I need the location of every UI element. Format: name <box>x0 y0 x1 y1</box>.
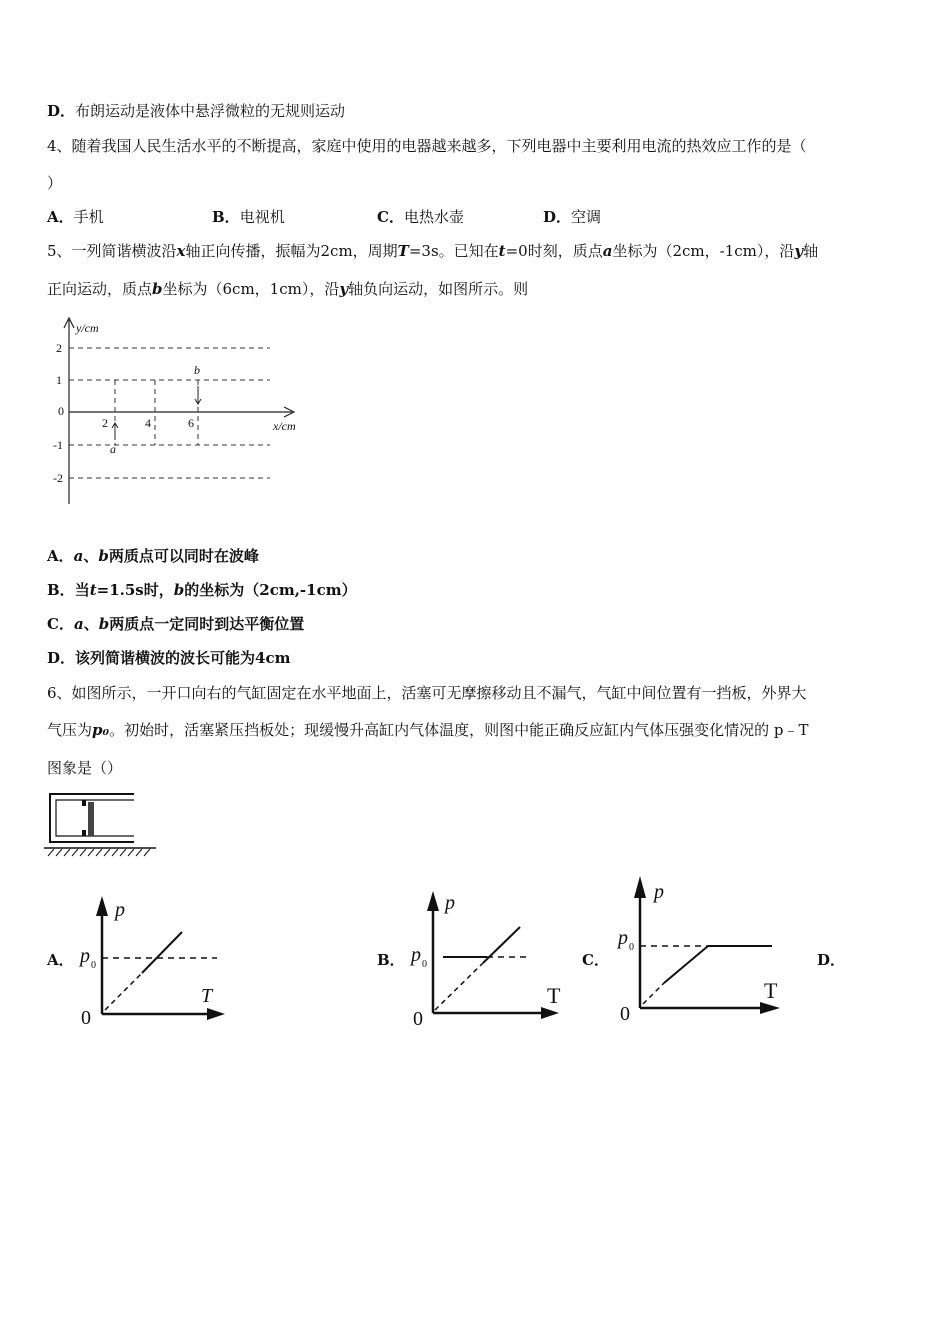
p-axis-arrow <box>96 896 108 916</box>
q5-option-c: C．a、b两质点一定同时到达平衡位置 <box>47 615 305 633</box>
question-5-line-2: 正向运动，质点b坐标为（6cm，1cm），沿y轴负向运动，如图所示。则 <box>47 280 529 298</box>
t-label: T <box>547 983 561 1008</box>
graph-a <box>75 890 235 1030</box>
question-6-line-2: 气压为p₀。初始时，活塞紧压挡板处；现缓慢升高缸内气体温度，则图中能正确反应缸内气体压强变化情况的 p﹣T <box>47 721 809 739</box>
q6-option-b: B． <box>377 951 405 969</box>
y-tick-neg1: -1 <box>53 438 63 452</box>
y-axis-label: y/cm <box>76 321 99 335</box>
line-solid <box>664 946 708 983</box>
t-label: T <box>201 985 213 1007</box>
q4-option-c: C．电热水壶 <box>377 208 464 226</box>
point-b-label: b <box>194 363 200 377</box>
point-a-label: a <box>110 442 116 456</box>
q4-option-a: A．手机 <box>47 208 104 226</box>
x-axis-label: x/cm <box>273 419 296 433</box>
svg-text:p: p <box>654 881 664 903</box>
q6-option-d: D． <box>817 951 846 969</box>
y-tick-neg2: -2 <box>53 471 63 485</box>
line-solid <box>142 932 182 973</box>
svg-text:0: 0 <box>629 942 634 953</box>
prev-option-d: D．布朗运动是液体中悬浮微粒的无规则运动 <box>47 102 346 120</box>
svg-text:p: p <box>411 944 421 966</box>
question-4-close: ） <box>47 174 63 192</box>
question-5-line-1: 5、一列简谐横波沿x轴正向传播，振幅为2cm，周期T=3s。已知在t=0时刻，质点a坐标为（2cm，-1cm），沿y轴 <box>47 242 819 260</box>
svg-text:p: p <box>618 927 628 949</box>
q4-option-d: D．空调 <box>543 208 602 226</box>
cylinder-inner-wall <box>56 800 134 836</box>
q6-option-a: A． <box>47 951 74 969</box>
p0-label: p <box>80 945 90 967</box>
x-tick-6: 6 <box>188 416 194 430</box>
zero-label: 0 <box>81 1007 91 1029</box>
line-dashed <box>435 963 483 1010</box>
line-dashed <box>105 973 142 1010</box>
cylinder-diagram <box>44 790 159 860</box>
zero-label: 0 <box>413 1008 423 1030</box>
svg-text:0: 0 <box>422 959 427 970</box>
question-6-line-1: 6、如图所示，一开口向右的气缸固定在水平地面上，活塞可无摩擦移动且不漏气，气缸中间位置有一挡板，外界大 <box>47 684 807 702</box>
y-tick-1: 1 <box>56 373 62 387</box>
zero-label: 0 <box>620 1003 630 1022</box>
t-label: T <box>764 978 778 1003</box>
q6-option-c: C． <box>582 951 609 969</box>
wave-graph <box>48 314 308 509</box>
q5-option-a: A．a、b两质点可以同时在波峰 <box>47 547 259 565</box>
x-tick-2: 2 <box>102 416 108 430</box>
y-tick-2: 2 <box>56 341 62 355</box>
piston <box>88 802 94 836</box>
q4-option-b: B．电视机 <box>212 208 285 226</box>
baffle-lower <box>82 830 86 836</box>
x-tick-4: 4 <box>145 416 151 430</box>
svg-text:p: p <box>445 892 455 914</box>
t-axis-arrow <box>207 1008 225 1020</box>
q5-option-b: B．当t=1.5s时，b的坐标为（2cm,-1cm） <box>47 581 357 599</box>
question-6-line-3: 图象是（） <box>47 759 123 777</box>
graph-b <box>405 885 570 1030</box>
line-dashed <box>643 983 664 1004</box>
q5-option-d: D．该列简谐横波的波长可能为4cm <box>47 649 291 667</box>
p-label: p <box>115 899 125 921</box>
y-tick-0: 0 <box>58 404 64 418</box>
question-4-text: 4、随着我国人民生活水平的不断提高，家庭中使用的电器越来越多，下列电器中主要利用电流的热效应工作的是（ <box>47 137 807 155</box>
p0-sub: 0 <box>91 960 96 971</box>
graph-c <box>614 872 789 1022</box>
baffle <box>82 800 86 806</box>
